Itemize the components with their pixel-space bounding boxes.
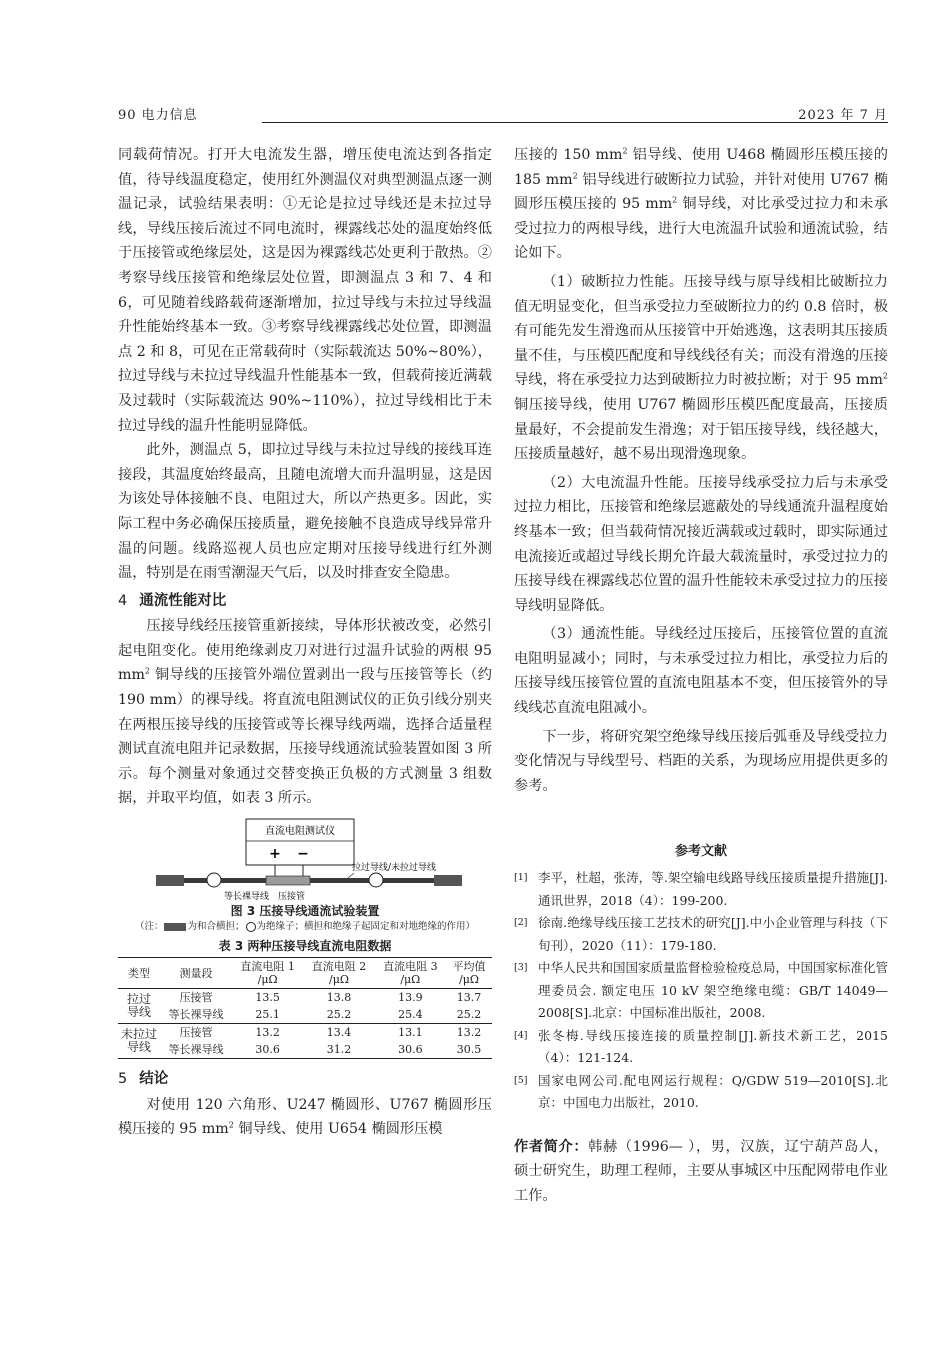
text-run: 对使用 120 六角形、U247 椭圆形、U767 椭圆形压模压接的 95 mm [118,1096,492,1138]
reference-text: 张冬梅.导线压接连接的质量控制[J].新技术新工艺，2015（4）：121-124. [538,1027,888,1066]
text-run: 铜导线，对比承受过拉力和未承受过拉力的两根导线，进行大电流温升试验和通流试验，结论如下。 [514,196,888,262]
reference-number: [3] [514,962,528,974]
label-pulled-conductor: 拉过导线/未拉过导线 [352,863,437,874]
insulator-left [207,873,221,887]
reference-number: [1] [514,872,528,884]
table-cell: 压接管 [179,1026,213,1040]
table-row [118,989,492,1007]
table-cell: 25.2 [456,1008,482,1022]
table-cell: 25.4 [398,1008,423,1022]
paragraph [118,614,492,811]
table-row [118,1006,492,1024]
crossarm-swatch-icon [164,923,186,931]
paragraph [514,270,888,467]
label-crimp-tube: 压接管 [278,892,306,903]
section-number: 4 [118,592,128,609]
paragraph: 下一步，将研究架空绝缘导线压接后弧垂及导线受拉力变化情况与导线型号、档距的关系，为现场应用提供更多的参考。 [514,728,888,794]
left-column [118,143,492,1142]
section-title: 结论 [139,1071,169,1088]
paragraph [514,143,888,266]
text-run: 铜压接导线，使用 U767 椭圆形压模匹配度最高，压接质量最好，不会提前发生滑逸；对于铝压接导线，线径越大，压接质量越好，越不易出现滑逸现象。 [514,396,888,463]
note-text: 为绝缘子；横担和绝缘子起固定和对地绝缘的作用） [256,921,476,933]
paragraph: 此外，测温点 5，即拉过导线与未拉过导线的接线耳连接段，其温度始终最高，且随电流增大而升温明显，这是因为该处导体接触不良、电阻过大，所以产热更多。因此，实际工程中务必确保压接质量，避免接触不良造成导线异常升温的问题。线路巡视人员也应定期对压接导线进行红外测温，特别是在雨雪潮湿天气后，以及时排查安全隐患。 [118,442,492,582]
minus-terminal: − [297,846,309,863]
paragraph: （2）大电流温升性能。压接导线承受拉力后与未承受过拉力相比，压接管和绝缘层遮蔽处的导线通流升温程度始终基本一致；但当载荷情况接近满载或过载时，即实际通过电流接近或超过导线长期允许最大载流量时，承受过拉力的压接导线在裸露线芯位置的温升性能较未承受过拉力的压接导线明显降低。 [514,474,888,614]
author-bio-label: 作者简介： [514,1138,589,1155]
right-column [514,143,888,1208]
col-header: 直流电阻 1 /μΩ [240,960,295,987]
section-heading-4 [118,589,492,614]
col-header: 平均值 /μΩ [452,960,486,987]
crossarm-right [434,875,462,886]
header-rule [262,122,888,123]
text-run: （1）破断拉力性能。压接导线与原导线相比破断拉力值无明显变化，但当承受拉力至破断拉力的约 0.8 倍时，极有可能先发生滑逸而从压接管中开始逃逸，这表明其压接质量不佳，与压模匹配度和导线线径有关；而没有滑逸的压接导线，将在承受拉力达到破断拉力时被拉断；对于 95 mm [514,273,888,389]
references-heading: 参考文献 [674,844,727,860]
section-number: 5 [118,1071,128,1088]
reference-item [514,1025,888,1070]
section-heading-5 [118,1067,492,1092]
insulator-circle-icon [246,922,256,932]
crimp-sleeve [266,876,310,885]
table-cell: 等长裸导线 [168,1043,224,1057]
resistance-table [118,957,492,1059]
table-cell: 30.6 [255,1043,280,1057]
crossarm-left [156,875,184,886]
author-bio-text: 韩赫（1996— ），男，汉族，辽宁葫芦岛人，硕士研究生，助理工程师，主要从事城区中压配网带电作业工作。 [514,1138,888,1204]
reference-number: [4] [514,1029,528,1041]
figure-note [118,919,492,935]
table-cell: 13.2 [456,1026,482,1040]
note-text: （注： [134,921,164,933]
tester-label: 直流电阻测试仪 [265,826,335,838]
table-cell: 30.6 [398,1043,423,1057]
type-cell: 拉过 导线 [126,992,151,1020]
running-header-right: 2023 年 7 月 [798,108,888,123]
text-run: 铝导线、使用 U468 椭圆形压模压接的 185 mm [514,147,888,188]
table-cell: 13.9 [398,991,423,1005]
figure-3 [118,817,492,902]
figure-caption: 图 3 压接导线通流试验装置 [230,904,380,919]
table-cell: 13.1 [398,1026,423,1040]
reference-number: [5] [514,1074,528,1086]
text-run: 铝导线进行破断拉力试验，并针对使用 U767 椭圆形压模压接的 95 mm [514,171,888,213]
type-cell: 未拉过 导线 [120,1027,157,1055]
table-cell: 13.2 [255,1026,280,1040]
reference-text: 李平，杜超，张涛，等.架空输电线路导线压接质量提升措施[J].通讯世界，2018（4）：199-200. [538,870,888,908]
table-cell: 13.8 [326,991,352,1005]
reference-item [514,1070,888,1115]
table-header-row [118,958,492,989]
table-cell: 等长裸导线 [168,1008,224,1022]
superscript: 2 [672,195,678,205]
table-cell: 25.1 [255,1008,280,1022]
superscript: 2 [572,170,578,180]
col-header: 直流电阻 2 /μΩ [311,960,367,987]
table-cell: 13.4 [326,1026,352,1040]
reference-item [514,957,888,1025]
reference-text: 中华人民共和国国家质量监督检验检疫总局，中国国家标准化管理委员会. 额定电压 10 kV 架空绝缘电缆：GB/T 14049—2008[S].北京：中国标准出版社，2008. [538,960,889,1021]
reference-item [514,867,888,912]
table-cell: 13.5 [255,991,280,1005]
insulator-right [369,873,383,887]
table-cell: 31.2 [326,1043,352,1057]
table-cell: 压接管 [179,991,213,1005]
label-leader [348,873,354,878]
col-header: 类型 [128,966,150,980]
superscript: 2 [882,371,888,381]
superscript: 2 [144,666,151,676]
superscript: 2 [228,1120,234,1130]
label-bare-wire: 等长裸导线 [224,892,270,903]
table-row [118,1024,492,1042]
reference-text: 国家电网公司.配电网运行规程：Q/GDW 519—2010[S].北京：中国电力出版社，2010. [538,1072,888,1111]
reference-number: [2] [514,917,528,929]
author-bio [514,1135,888,1209]
table-row [118,1041,492,1059]
reference-item [514,912,888,957]
running-header-left: 90 电力信息 [118,108,198,123]
table-cell: 25.2 [326,1008,352,1022]
col-header: 测量段 [179,966,213,980]
table-caption: 表 3 两种压接导线直流电阻数据 [218,939,392,954]
text-run: 铜导线、使用 U654 椭圆形压模 [233,1121,443,1138]
paragraph [118,1093,492,1142]
text-run: 铜导线的压接管外端位置剥出一段与压接管等长（约 190 mm）的裸导线。将直流电阻测试仪的正负引线分别夹在两根压接导线的压接管或等长裸导线两端，选择合适量程测试直流电阻并记录数据，压接导线通流试验装置如图 3 所示。每个测量对象通过交替变换正负极的方式测量 3 组数据，并取平均值，如表 3 所示。 [118,667,492,807]
table-cell: 30.5 [456,1043,482,1057]
paragraph: （3）通流性能。导线经过压接后，压接管位置的直流电阻明显减小；同时，与未承受过拉力相比，承受拉力后的压接导线压接管位置的直流电阻基本不变，但压接管外的导线线芯直流电阻减小。 [514,626,888,717]
table-cell: 13.7 [456,991,482,1005]
superscript: 2 [622,146,628,156]
text-run: 压接导线经压接管重新接续，导体形状被改变，必然引起电阻变化。使用绝缘剥皮刀对进行过温升试验的两根 95 mm [118,618,492,684]
text-run: 压接的 150 mm [514,147,623,163]
note-text: 为和合横担； [187,921,245,933]
col-header: 直流电阻 3 /μΩ [383,960,438,987]
section-title: 通流性能对比 [139,592,227,609]
plus-terminal: + [269,846,281,863]
paragraph: 同载荷情况。打开大电流发生器，增压使电流达到各指定值，待导线温度稳定，使用红外测温仪对典型测温点逐一测温记录，试验结果表明：①无论是拉过导线还是未拉过导线，导线压接后流过不同电流时，裸露线芯处的温度始终低于压接管或绝缘层处，这是因为裸露线芯处更利于散热。②考察导线压接管和绝缘层处位置，即测温点 3 和 7、4 和 6，可见随着线路载荷逐渐增加，拉过导线与未拉过导线温升性能始终基本一致。③考察导线裸露线芯处位置，即测温点 2 和 8，可见在正常载荷时（实际载流达 50%~80%），拉过导线与未拉过导线温升性能基本一致，但载荷接近满载及过载时（实际载流达 90%~110%），拉过导线相比于未拉过导线的温升性能明显降低。 [118,147,492,434]
test-setup-diagram [118,817,492,902]
reference-text: 徐南.绝缘导线压接工艺技术的研究[J].中小企业管理与科技（下旬刊），2020（11）：179-180. [538,915,888,953]
